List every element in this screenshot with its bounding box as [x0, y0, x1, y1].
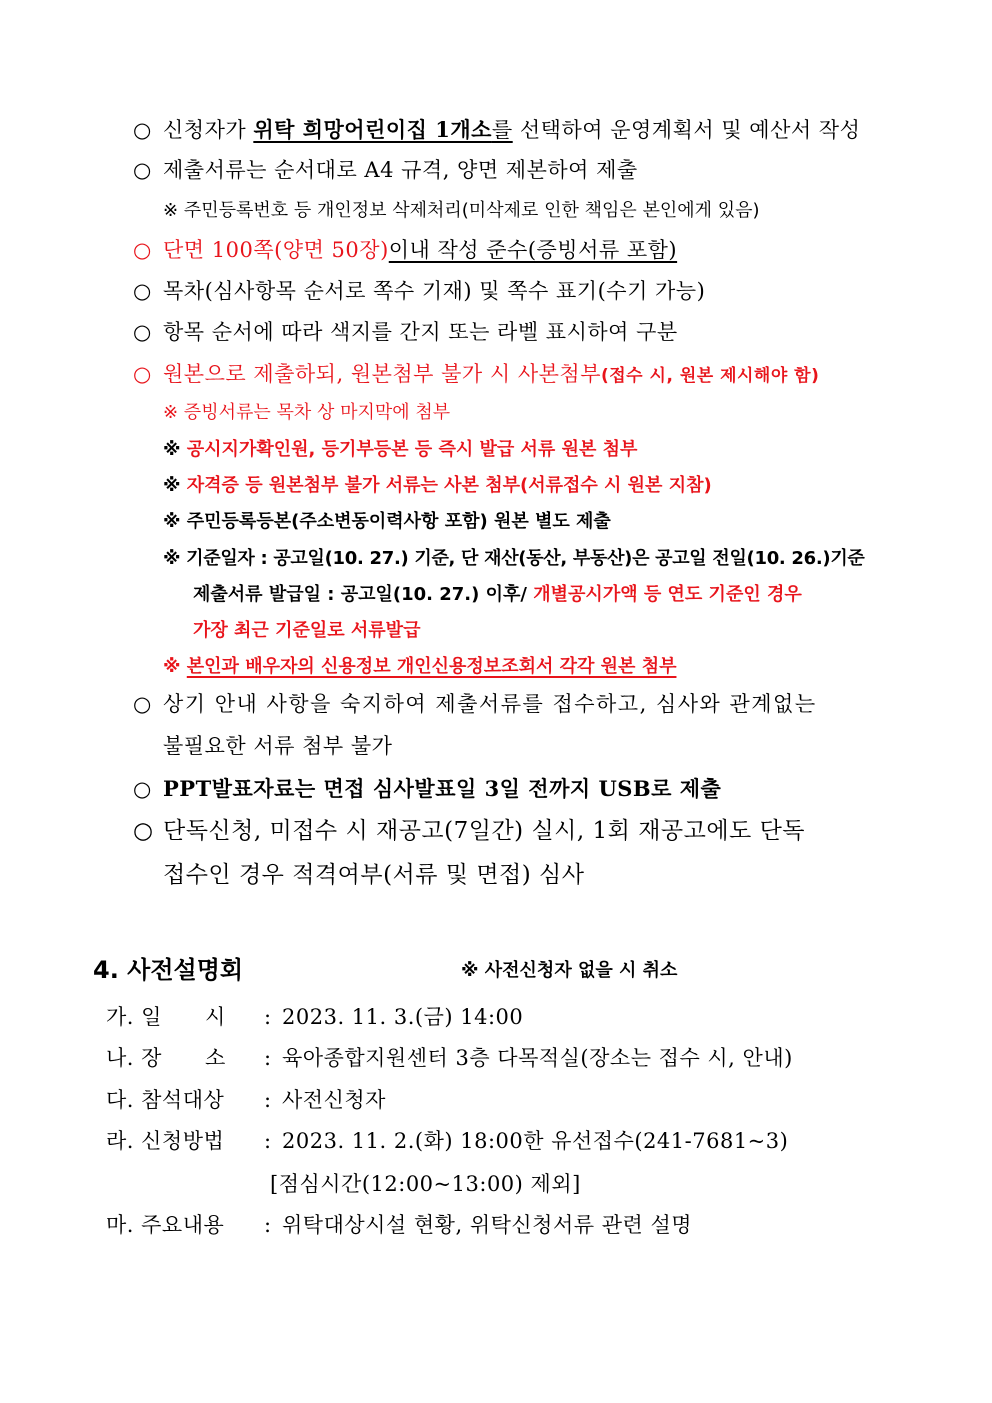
circle-bullet-icon: ○	[133, 118, 152, 142]
note-latest-date: 가장 최근 기준일로 서류발급	[193, 620, 421, 641]
bullet-2: ○ 제출서류는 순서대로 A4 규격, 양면 제본하여 제출	[133, 158, 638, 182]
circle-bullet-icon: ○	[133, 279, 152, 303]
note-certificate-copy: ※ 자격증 등 원본첨부 불가 서류는 사본 첨부(서류접수 시 원본 지참)	[163, 475, 712, 496]
note-privacy: ※ 주민등록번호 등 개인정보 삭제처리(미삭제로 인한 책임은 본인에게 있음)	[163, 200, 760, 221]
circle-bullet-icon: ○	[133, 238, 152, 262]
info-row-application: 라. 신청방법 : 2023. 11. 2.(화) 18:00한 유선접수(241-7681~3)	[106, 1129, 789, 1153]
section-4-cancel-note: ※ 사전신청자 없을 시 취소	[461, 960, 678, 981]
note-issue-date: 제출서류 발급일 : 공고일(10. 27.) 이후/ 개별공시가액 등 연도 기준인 경우	[193, 584, 802, 605]
circle-bullet-icon: ○	[133, 692, 153, 716]
bullet-5: ○ 항목 순서에 따라 색지를 간지 또는 라벨 표시하여 구분	[133, 320, 678, 344]
bullet-1: ○ 신청자가 위탁 희망어린이집 1개소를 선택하여 운영계획서 및 예산서 작성	[133, 117, 861, 142]
bullet-3: ○ 단면 100쪽(양면 50장)이내 작성 준수(증빙서류 포함)	[133, 238, 678, 262]
bullet-9: ○ 단독신청, 미접수 시 재공고(7일간) 실시, 1회 재공고에도 단독	[133, 818, 806, 844]
bullet-7: ○ 상기 안내 사항을 숙지하여 제출서류를 접수하고, 심사와 관계없는	[133, 692, 817, 716]
note-resident-register: ※ 주민등록등본(주소변동이력사항 포함) 원본 별도 제출	[163, 511, 611, 532]
note-evidence-last: ※ 증빙서류는 목차 상 마지막에 첨부	[163, 402, 451, 423]
note-credit-info: ※ 본인과 배우자의 신용정보 개인신용정보조회서 각각 원본 첨부	[163, 656, 677, 677]
circle-bullet-icon: ○	[133, 776, 152, 801]
bullet-9-cont: 접수인 경우 적격여부(서류 및 면접) 심사	[163, 862, 585, 888]
bullet-8: ○ PPT발표자료는 면접 심사발표일 3일 전까지 USB로 제출	[133, 776, 722, 801]
info-row-attendees: 다. 참석대상 : 사전신청자	[106, 1088, 386, 1112]
circle-bullet-icon: ○	[133, 320, 152, 344]
bullet-7-cont: 불필요한 서류 첨부 불가	[163, 734, 393, 758]
note-reference-date: ※ 기준일자 : 공고일(10. 27.) 기준, 단 재산(동산, 부동산)은 공고일 전일(10. 26.)기준	[163, 548, 865, 569]
note-original-docs: ※ 공시지가확인원, 등기부등본 등 즉시 발급 서류 원본 첨부	[163, 439, 638, 460]
info-row-content: 마. 주요내용 : 위탁대상시설 현황, 위탁신청서류 관련 설명	[106, 1213, 693, 1237]
section-4-title: 4. 사전설명회	[93, 956, 244, 984]
info-row-date: 가. 일 시 : 2023. 11. 3.(금) 14:00	[106, 1005, 524, 1029]
circle-bullet-icon: ○	[133, 362, 152, 386]
circle-bullet-icon: ○	[133, 818, 154, 844]
info-row-place: 나. 장 소 : 육아종합지원센터 3층 다목적실(장소는 접수 시, 안내)	[106, 1046, 793, 1070]
bullet-6: ○ 원본으로 제출하되, 원본첨부 불가 시 사본첨부(접수 시, 원본 제시해야 함)	[133, 362, 820, 386]
circle-bullet-icon: ○	[133, 158, 152, 182]
info-row-application-note: [점심시간(12:00~13:00) 제외]	[270, 1172, 581, 1196]
bullet-4: ○ 목차(심사항목 순서로 쪽수 기재) 및 쪽수 표기(수기 가능)	[133, 279, 706, 303]
